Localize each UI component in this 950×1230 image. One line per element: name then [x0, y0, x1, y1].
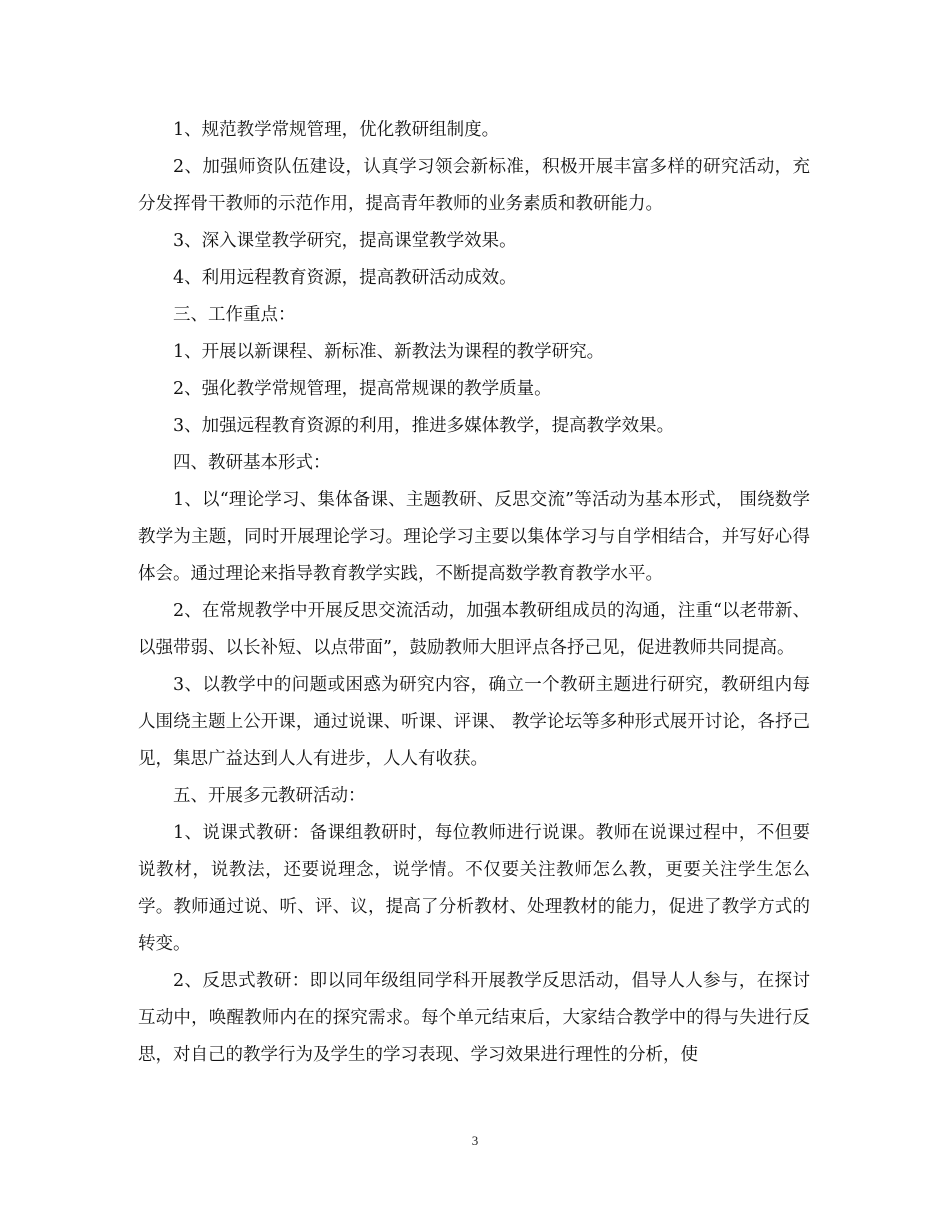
- section-heading: 四、教研基本形式：: [173, 453, 331, 473]
- paragraph: 2、反思式教研：即以同年级组同学科开展教学反思活动，倡导人人参与，在探讨互动中，唤醒教师内在的探究需求。每个单元结束后，大家结合教学中的得与失进行反思，对自己的教学行为及学生的学习表现、学习效果进行理性的分析，使: [138, 971, 810, 1065]
- paragraph: 3、以教学中的问题或困惑为研究内容，确立一个教研主题进行研究，教研组内每人围绕主题上公开课，通过说课、听课、评课、 教学论坛等多种形式展开讨论，各抒己见，集思广益达到人人有进步，人人有收获。: [138, 675, 810, 769]
- paragraph: 2、强化教学常规管理，提高常规课的教学质量。: [173, 379, 552, 399]
- document-body: [138, 112, 810, 1074]
- paragraph: 2、在常规教学中开展反思交流活动，加强本教研组成员的沟通，注重“以老带新、以强带弱、以长补短、以点带面”，鼓励教师大胆评点各抒己见，促进教师共同提高。: [138, 601, 810, 658]
- paragraph: 3、深入课堂教学研究，提高课堂教学效果。: [173, 231, 517, 251]
- paragraph: 2、加强师资队伍建设，认真学习领会新标准，积极开展丰富多样的研究活动，充分发挥骨干教师的示范作用，提高青年教师的业务素质和教研能力。: [138, 157, 810, 214]
- page-number: 3: [471, 1133, 479, 1148]
- paragraph: 1、规范教学常规管理，优化教研组制度。: [173, 120, 500, 140]
- paragraph: 1、以“理论学习、集体备课、主题教研、反思交流”等活动为基本形式， 围绕数学教学为主题，同时开展理论学习。理论学习主要以集体学习与自学相结合，并写好心得体会。通过理论来指导教育教学实践，不断提高数学教育教学水平。: [138, 490, 810, 584]
- section-heading: 三、工作重点：: [173, 305, 296, 325]
- paragraph: 4、利用远程教育资源，提高教研活动成效。: [173, 268, 517, 288]
- paragraph: 3、加强远程教育资源的利用，推进多媒体教学，提高教学效果。: [173, 416, 675, 436]
- section-heading: 五、开展多元教研活动：: [173, 786, 366, 806]
- paragraph: 1、说课式教研：备课组教研时，每位教师进行说课。教师在说课过程中，不但要说教材，说教法，还要说理念，说学情。不仅要关注教师怎么教，更要关注学生怎么学。教师通过说、听、评、议，提高了分析教材、处理教材的能力，促进了教学方式的转变。: [138, 823, 810, 954]
- paragraph: 1、开展以新课程、新标准、新教法为课程的教学研究。: [173, 342, 605, 362]
